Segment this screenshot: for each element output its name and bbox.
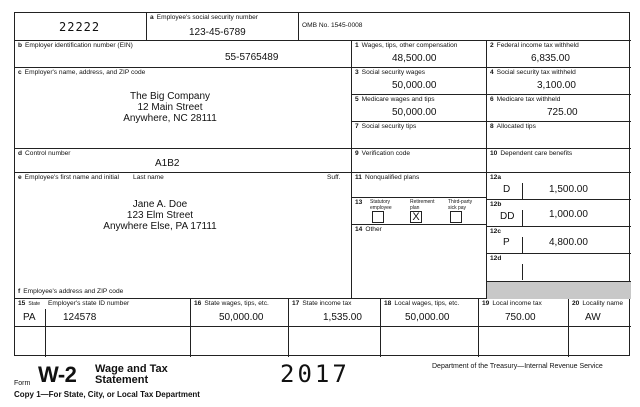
box-12-column bbox=[487, 173, 631, 299]
employer-box[interactable]: c Employer's name, address, and ZIP code The Big Company 12 Main Street Anywhere, NC 28111 bbox=[15, 68, 352, 149]
employee-address-label: f Employee's address and ZIP code bbox=[18, 288, 124, 295]
box-18-row-2[interactable] bbox=[381, 327, 479, 357]
w2-form bbox=[14, 12, 630, 356]
form-word: Form bbox=[14, 380, 31, 387]
retirement-plan-checkbox[interactable]: X bbox=[410, 211, 422, 223]
box-12d[interactable]: 12d bbox=[487, 254, 631, 281]
box-14[interactable]: 14 Other bbox=[352, 225, 487, 299]
box-7[interactable]: 7 Social security tips bbox=[352, 122, 487, 149]
form-code: 22222 bbox=[59, 20, 101, 34]
box-17[interactable]: 17 State income tax 1,535.00 bbox=[289, 299, 381, 327]
box-16-row-2[interactable] bbox=[191, 327, 289, 357]
box-8[interactable]: 8 Allocated tips bbox=[487, 122, 631, 149]
copy-designation: Copy 1—For State, City, or Local Tax Department bbox=[14, 390, 200, 399]
box-5[interactable]: 5 Medicare wages and tips 50,000.00 bbox=[352, 95, 487, 122]
third-party-sick-pay-checkbox[interactable] bbox=[450, 211, 462, 223]
box-3[interactable]: 3 Social security wages 50,000.00 bbox=[352, 68, 487, 95]
department-text: Department of the Treasury—Internal Revenue Service bbox=[432, 363, 603, 370]
box-1[interactable]: 1 Wages, tips, other compensation 48,500.00 bbox=[352, 41, 487, 68]
box-17-row-2[interactable] bbox=[289, 327, 381, 357]
employer-street: 12 Main Street bbox=[137, 102, 203, 113]
form-year: 2017 bbox=[280, 360, 350, 388]
employee-name: Jane A. Doe bbox=[132, 199, 188, 210]
form-title-line1: Wage and Tax bbox=[95, 363, 168, 375]
form-code-box bbox=[15, 13, 147, 41]
ssn-value: 123-45-6789 bbox=[189, 27, 246, 38]
control-box[interactable]: d Control number A1B2 bbox=[15, 149, 352, 173]
statutory-employee-checkbox[interactable] bbox=[372, 211, 384, 223]
box-12a[interactable]: 12a D 1,500.00 bbox=[487, 173, 631, 200]
box-10[interactable]: 10 Dependent care benefits bbox=[487, 149, 631, 173]
box-19[interactable]: 19 Local income tax 750.00 bbox=[479, 299, 569, 327]
employer-city: Anywhere, NC 28111 bbox=[123, 113, 217, 124]
box-19-row-2[interactable] bbox=[479, 327, 569, 357]
box-2[interactable]: 2 Federal income tax withheld 6,835.00 bbox=[487, 41, 631, 68]
employer-name: The Big Company bbox=[129, 91, 211, 102]
employee-box[interactable]: e Employee's first name and initial Last name Suff. Jane A. Doe 123 Elm Street Anywhere Else, PA 17111 f Employee's address and ZIP code bbox=[15, 173, 352, 299]
box-13[interactable]: 13 Statutory employee Retirement plan Third-party sick pay X bbox=[352, 198, 487, 225]
box-20[interactable]: 20 Locality name AW bbox=[569, 299, 631, 327]
box-20-row-2[interactable] bbox=[569, 327, 631, 357]
box-12c[interactable]: 12c P 4,800.00 bbox=[487, 227, 631, 254]
employee-street: 123 Elm Street bbox=[126, 210, 194, 221]
control-value: A1B2 bbox=[155, 158, 180, 169]
ein-box[interactable]: b Employer identification number (EIN) 55-5765489 bbox=[15, 41, 352, 68]
box-6[interactable]: 6 Medicare tax withheld 725.00 bbox=[487, 95, 631, 122]
box-18[interactable]: 18 Local wages, tips, etc. 50,000.00 bbox=[381, 299, 479, 327]
omb-number: OMB No. 1545-0008 bbox=[302, 22, 363, 29]
box-15-row-2[interactable] bbox=[15, 327, 191, 357]
ssn-box[interactable]: a Employee's social security number 123-45-6789 bbox=[147, 13, 299, 41]
form-footer bbox=[0, 360, 640, 407]
employee-city: Anywhere Else, PA 17111 bbox=[103, 221, 217, 232]
box-11[interactable]: 11 Nonqualified plans bbox=[352, 173, 487, 198]
ein-value: 55-5765489 bbox=[225, 52, 279, 63]
form-title-line2: Statement bbox=[95, 374, 149, 386]
omb-box bbox=[299, 13, 631, 41]
box-12b[interactable]: 12b DD 1,000.00 bbox=[487, 200, 631, 227]
box-4[interactable]: 4 Social security tax withheld 3,100.00 bbox=[487, 68, 631, 95]
form-w2-title: W-2 bbox=[38, 362, 77, 387]
box-16[interactable]: 16 State wages, tips, etc. 50,000.00 bbox=[191, 299, 289, 327]
box-12-shaded-area bbox=[487, 281, 631, 299]
box-15[interactable]: 15 State Employer's state ID number PA 124578 bbox=[15, 299, 191, 327]
box-9[interactable]: 9 Verification code bbox=[352, 149, 487, 173]
